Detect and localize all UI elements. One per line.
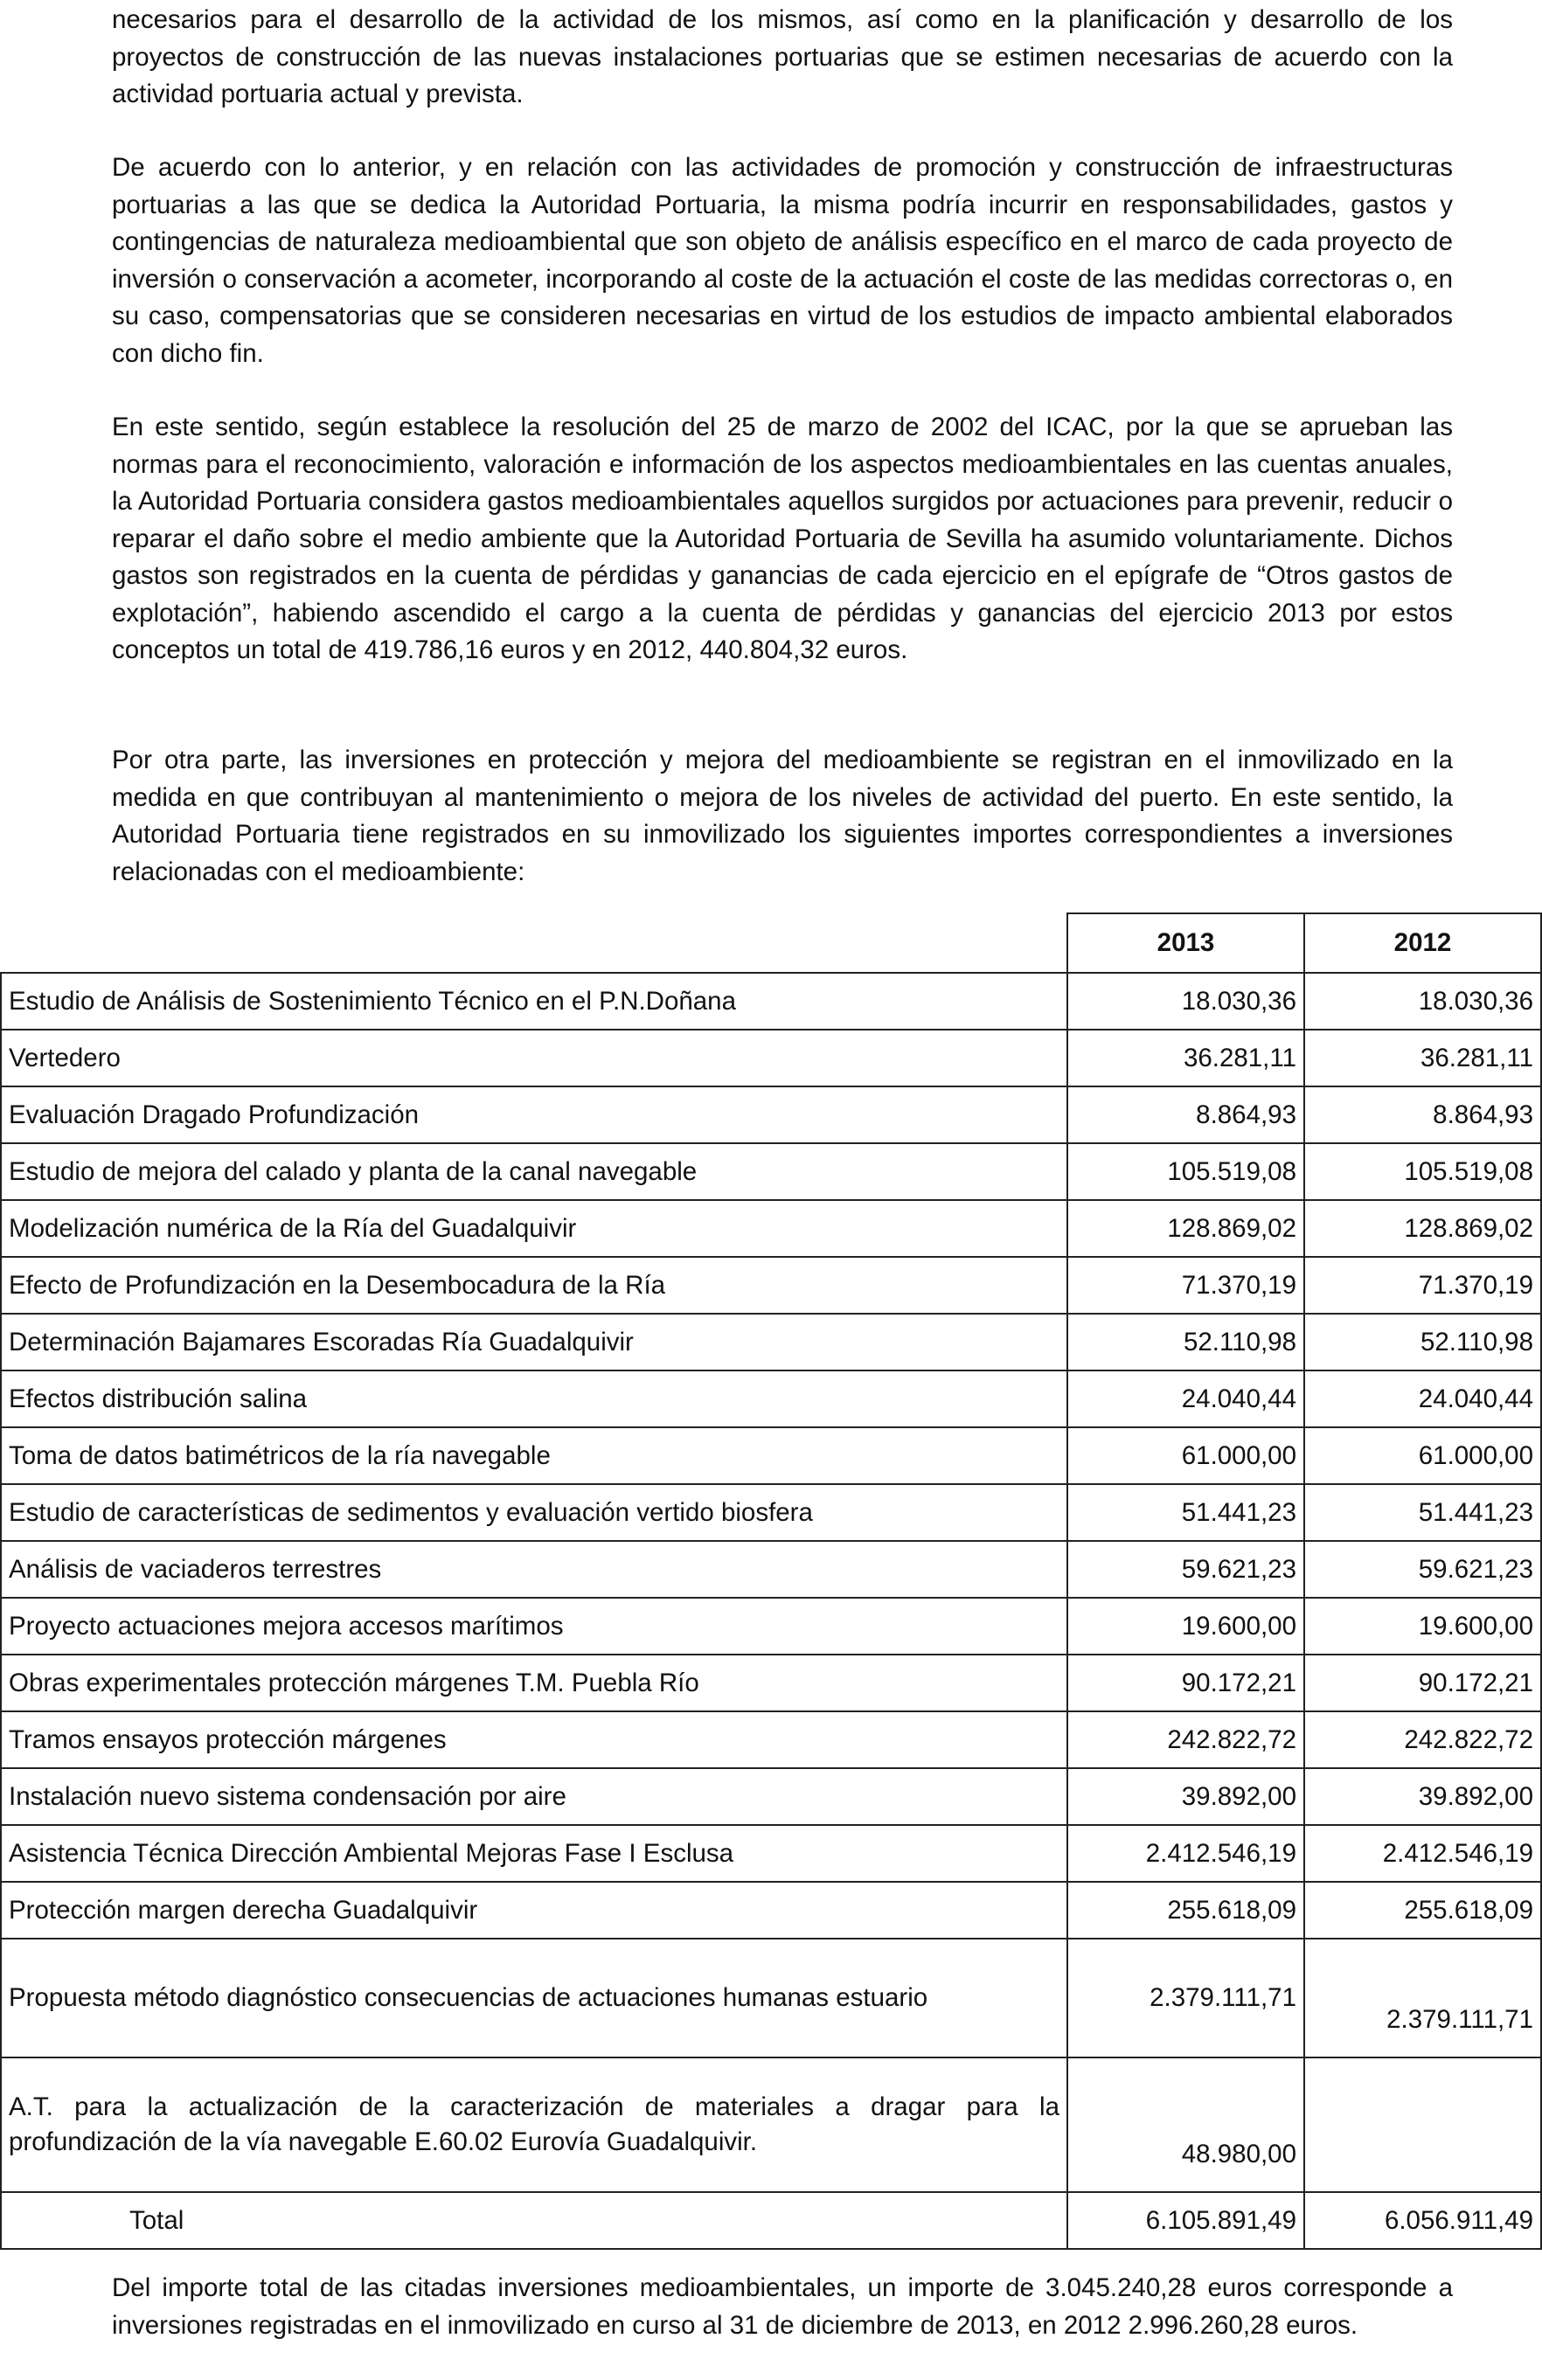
row-value-2013: 90.172,21 bbox=[1067, 1655, 1304, 1711]
row-name: Estudio de características de sedimentos y evaluación vertido biosfera bbox=[1, 1484, 1067, 1541]
header-year-2013: 2013 bbox=[1067, 913, 1304, 973]
table-row bbox=[1, 1370, 1541, 1427]
row-value-2013: 24.040,44 bbox=[1067, 1370, 1304, 1427]
row-value-2012: 90.172,21 bbox=[1304, 1655, 1541, 1711]
row-value-2013: 19.600,00 bbox=[1067, 1598, 1304, 1655]
table-row-at bbox=[1, 2057, 1541, 2192]
row-name: Estudio de Análisis de Sostenimiento Técnico en el P.N.Doñana bbox=[1, 973, 1067, 1030]
paragraph-environmental-liabilities: De acuerdo con lo anterior, y en relación con las actividades de promoción y construcción de infraestructuras portuarias a las que se dedica la Autoridad Portuaria, la misma podría incurrir en responsabilidades, gastos y contingencias de naturaleza medioambiental que son objeto de análisis específico en el marco de cada proyecto de inversión o conservación a acometer, incorporando al coste de la actuación el coste de las medidas correctoras o, en su caso, compensatorias que se consideren necesarias en virtud de los estudios de impacto ambiental elaborados con dicho fin. bbox=[112, 153, 1453, 368]
row-value-2012: 105.519,08 bbox=[1304, 1143, 1541, 1200]
total-value-2012: 6.056.911,49 bbox=[1304, 2192, 1541, 2249]
row-value-2013: 2.412.546,19 bbox=[1067, 1825, 1304, 1882]
paragraph-investments-in-progress: Del importe total de las citadas inversiones medioambientales, un importe de 3.045.240,28 euros corresponde a inversiones registradas en el inmovilizado en curso al 31 de diciembre de 2013, en 2012 2.996.260,28 euros. bbox=[112, 2273, 1453, 2340]
paragraph-continuation: necesarios para el desarrollo de la actividad de los mismos, así como en la planificación y desarrollo de los proyectos de construcción de las nuevas instalaciones portuarias que se estimen necesarias de acuerdo con la actividad portuaria actual y prevista. bbox=[112, 5, 1453, 108]
row-name: A.T. para la actualización de la caracterización de materiales a dragar para la profundización de la vía navegable E.60.02 Eurovía Guadalquivir. bbox=[1, 2057, 1067, 2192]
table-row bbox=[1, 1541, 1541, 1598]
table-row bbox=[1, 1711, 1541, 1768]
row-value-2012: 255.618,09 bbox=[1304, 1882, 1541, 1939]
total-label: Total bbox=[1, 2192, 1067, 2249]
row-name: Tramos ensayos protección márgenes bbox=[1, 1711, 1067, 1768]
row-name: Análisis de vaciaderos terrestres bbox=[1, 1541, 1067, 1598]
row-name: Asistencia Técnica Dirección Ambiental Mejoras Fase I Esclusa bbox=[1, 1825, 1067, 1882]
total-value-2013: 6.105.891,49 bbox=[1067, 2192, 1304, 2249]
row-value-2012: 8.864,93 bbox=[1304, 1086, 1541, 1143]
row-value-2012: 36.281,11 bbox=[1304, 1030, 1541, 1086]
row-value-2012: 61.000,00 bbox=[1304, 1427, 1541, 1484]
table-total-row bbox=[1, 2192, 1541, 2249]
table-row-propuesta bbox=[1, 1939, 1541, 2057]
row-value-2013: 51.441,23 bbox=[1067, 1484, 1304, 1541]
row-value-2012 bbox=[1304, 2057, 1541, 2192]
table-row bbox=[1, 1086, 1541, 1143]
row-value-2012: 19.600,00 bbox=[1304, 1598, 1541, 1655]
row-name: Efectos distribución salina bbox=[1, 1370, 1067, 1427]
table-row bbox=[1, 1257, 1541, 1314]
row-name: Estudio de mejora del calado y planta de la canal navegable bbox=[1, 1143, 1067, 1200]
table-row bbox=[1, 1655, 1541, 1711]
environmental-investments-table bbox=[0, 912, 1542, 2250]
row-value-2012: 2.379.111,71 bbox=[1304, 1939, 1541, 2057]
paragraph-environmental-expenses: En este sentido, según establece la resolución del 25 de marzo de 2002 del ICAC, por la que se aprueban las normas para el reconocimiento, valoración e información de los aspectos medioambientales en las cuentas anuales, la Autoridad Portuaria considera gastos medioambientales aquellos surgidos por actuaciones para prevenir, reducir o reparar el daño sobre el medio ambiente que la Autoridad Portuaria de Sevilla ha asumido voluntariamente. Dichos gastos son registrados en la cuenta de pérdidas y ganancias de cada ejercicio en el epígrafe de “Otros gastos de explotación”, habiendo ascendido el cargo a la cuenta de pérdidas y ganancias del ejercicio 2013 por estos conceptos un total de 419.786,16 euros y en 2012, 440.804,32 euros. bbox=[112, 413, 1453, 664]
table-header-row bbox=[1, 913, 1541, 973]
row-value-2012: 71.370,19 bbox=[1304, 1257, 1541, 1314]
table-row bbox=[1, 1314, 1541, 1370]
row-value-2012: 59.621,23 bbox=[1304, 1541, 1541, 1598]
row-name: Vertedero bbox=[1, 1030, 1067, 1086]
row-value-2013: 52.110,98 bbox=[1067, 1314, 1304, 1370]
table-row bbox=[1, 1200, 1541, 1257]
row-name: Modelización numérica de la Ría del Guadalquivir bbox=[1, 1200, 1067, 1257]
row-value-2013: 71.370,19 bbox=[1067, 1257, 1304, 1314]
paragraph-environmental-investments: Por otra parte, las inversiones en protección y mejora del medioambiente se registran en el inmovilizado en la medida en que contribuyan al mantenimiento o mejora de los niveles de actividad del puerto. En este sentido, la Autoridad Portuaria tiene registrados en su inmovilizado los siguientes importes correspondientes a inversiones relacionadas con el medioambiente: bbox=[112, 746, 1453, 886]
row-value-2012: 128.869,02 bbox=[1304, 1200, 1541, 1257]
row-value-2012: 2.412.546,19 bbox=[1304, 1825, 1541, 1882]
row-name: Protección margen derecha Guadalquivir bbox=[1, 1882, 1067, 1939]
row-name: Instalación nuevo sistema condensación por aire bbox=[1, 1768, 1067, 1825]
row-value-2012: 39.892,00 bbox=[1304, 1768, 1541, 1825]
row-name: Efecto de Profundización en la Desembocadura de la Ría bbox=[1, 1257, 1067, 1314]
table-row bbox=[1, 1768, 1541, 1825]
row-value-2013: 105.519,08 bbox=[1067, 1143, 1304, 1200]
row-value-2012: 24.040,44 bbox=[1304, 1370, 1541, 1427]
row-name: Proyecto actuaciones mejora accesos marítimos bbox=[1, 1598, 1067, 1655]
row-value-2012: 52.110,98 bbox=[1304, 1314, 1541, 1370]
row-value-2013: 128.869,02 bbox=[1067, 1200, 1304, 1257]
row-name: Propuesta método diagnóstico consecuencias de actuaciones humanas estuario bbox=[1, 1939, 1067, 2057]
table-row bbox=[1, 1427, 1541, 1484]
table-row bbox=[1, 973, 1541, 1030]
row-value-2013: 255.618,09 bbox=[1067, 1882, 1304, 1939]
table-row bbox=[1, 1825, 1541, 1882]
row-value-2013: 36.281,11 bbox=[1067, 1030, 1304, 1086]
row-value-2013: 8.864,93 bbox=[1067, 1086, 1304, 1143]
row-value-2012: 242.822,72 bbox=[1304, 1711, 1541, 1768]
header-year-2012: 2012 bbox=[1304, 913, 1541, 973]
table-row bbox=[1, 1484, 1541, 1541]
row-name: Toma de datos batimétricos de la ría navegable bbox=[1, 1427, 1067, 1484]
row-name: Evaluación Dragado Profundización bbox=[1, 1086, 1067, 1143]
row-value-2013: 39.892,00 bbox=[1067, 1768, 1304, 1825]
table-row bbox=[1, 1882, 1541, 1939]
row-value-2013: 48.980,00 bbox=[1067, 2057, 1304, 2192]
row-value-2013: 59.621,23 bbox=[1067, 1541, 1304, 1598]
row-value-2012: 51.441,23 bbox=[1304, 1484, 1541, 1541]
row-name: Determinación Bajamares Escoradas Ría Guadalquivir bbox=[1, 1314, 1067, 1370]
row-value-2012: 18.030,36 bbox=[1304, 973, 1541, 1030]
row-value-2013: 2.379.111,71 bbox=[1067, 1939, 1304, 2057]
table-row bbox=[1, 1030, 1541, 1086]
table-row bbox=[1, 1143, 1541, 1200]
row-value-2013: 242.822,72 bbox=[1067, 1711, 1304, 1768]
row-value-2013: 61.000,00 bbox=[1067, 1427, 1304, 1484]
row-value-2013: 18.030,36 bbox=[1067, 973, 1304, 1030]
table-row bbox=[1, 1598, 1541, 1655]
row-name: Obras experimentales protección márgenes T.M. Puebla Río bbox=[1, 1655, 1067, 1711]
header-blank-cell bbox=[1, 913, 1067, 973]
